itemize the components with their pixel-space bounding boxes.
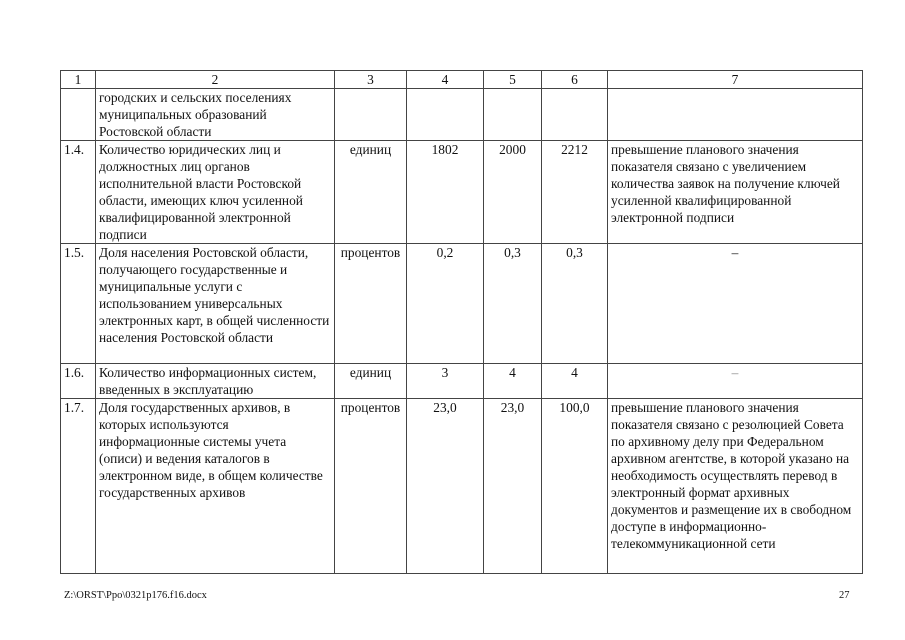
unit-cell: процентов xyxy=(335,244,407,364)
value-col6: 4 xyxy=(542,364,608,399)
explanation-cell xyxy=(608,89,863,141)
indicator-name: городских и сельских поселениях муниципальных образований Ростовской области xyxy=(96,89,335,141)
value-col4: 1802 xyxy=(407,141,484,244)
table-row xyxy=(61,399,863,574)
indicator-name: Количество юридических лиц и должностных лиц органов исполнительной власти Ростовской области, имеющих ключ усиленной квалифицированной электронной подписи xyxy=(96,141,335,244)
row-number: 1.7. xyxy=(61,399,96,574)
table-row xyxy=(61,364,863,399)
column-header: 4 xyxy=(407,71,484,89)
row-number: 1.4. xyxy=(61,141,96,244)
column-header: 3 xyxy=(335,71,407,89)
footer-page-number: 27 xyxy=(839,590,850,601)
unit-cell: единиц xyxy=(335,364,407,399)
table-header-row xyxy=(61,71,863,89)
indicator-name: Доля населения Ростовской области, получающего государственные и муниципальные услуги с использованием универсальных электронных карт, в общей численности населения Ростовской области xyxy=(96,244,335,364)
value-col5: 0,3 xyxy=(484,244,542,364)
value-col4 xyxy=(407,89,484,141)
explanation-cell: – xyxy=(608,244,863,364)
column-header: 2 xyxy=(96,71,335,89)
value-col6 xyxy=(542,89,608,141)
column-header: 5 xyxy=(484,71,542,89)
value-col4: 23,0 xyxy=(407,399,484,574)
value-col5: 23,0 xyxy=(484,399,542,574)
value-col5 xyxy=(484,89,542,141)
value-col5: 2000 xyxy=(484,141,542,244)
table-row xyxy=(61,141,863,244)
column-header: 6 xyxy=(542,71,608,89)
column-header: 7 xyxy=(608,71,863,89)
table-row xyxy=(61,89,863,141)
value-col6: 100,0 xyxy=(542,399,608,574)
unit-cell: процентов xyxy=(335,399,407,574)
table-row xyxy=(61,244,863,364)
value-col4: 0,2 xyxy=(407,244,484,364)
row-number: 1.5. xyxy=(61,244,96,364)
unit-cell xyxy=(335,89,407,141)
indicator-name: Доля государственных архивов, в которых используются информационные системы учета (описи) и ведения каталогов в электронном виде, в общем количестве государственных архивов xyxy=(96,399,335,574)
indicator-name: Количество информационных систем, введенных в эксплуатацию xyxy=(96,364,335,399)
unit-cell: единиц xyxy=(335,141,407,244)
column-header: 1 xyxy=(61,71,96,89)
explanation-cell: превышение планового значения показателя связано с увеличением количества заявок на получение ключей усиленной квалифицированной электронной подписи xyxy=(608,141,863,244)
value-col5: 4 xyxy=(484,364,542,399)
indicator-table xyxy=(60,70,863,574)
explanation-cell: превышение планового значения показателя связано с резолюцией Совета по архивному делу при Федеральном архивном агентстве, в которой указано на необходимость осуществлять перевод в электронный формат архивных документов и размещение их в свободном доступе в информационно-телекоммуникационной сети xyxy=(608,399,863,574)
value-col4: 3 xyxy=(407,364,484,399)
row-number xyxy=(61,89,96,141)
footer-file-path: Z:\ORST\Ppo\0321p176.f16.docx xyxy=(64,590,207,601)
row-number: 1.6. xyxy=(61,364,96,399)
value-col6: 0,3 xyxy=(542,244,608,364)
value-col6: 2212 xyxy=(542,141,608,244)
explanation-cell: – xyxy=(608,364,863,399)
